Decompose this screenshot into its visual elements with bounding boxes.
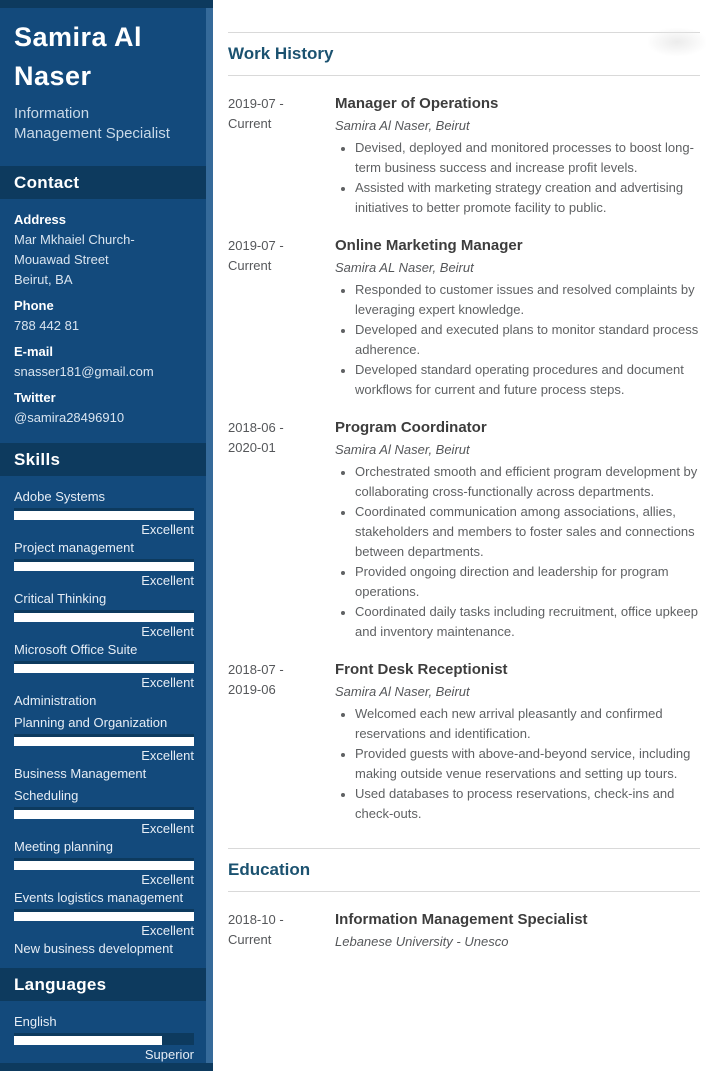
divider (228, 891, 700, 892)
job-body (335, 236, 700, 400)
job-dates (228, 660, 335, 824)
contact-value: 788 442 81 (14, 318, 80, 333)
skill-level-bar (14, 610, 194, 622)
skill-label: Meeting planning (14, 839, 114, 854)
skill-label: Microsoft Office Suite (14, 642, 138, 657)
job-body (335, 660, 700, 824)
skill-rating: Excellent (141, 821, 194, 836)
person-name (14, 18, 194, 96)
education-entry (228, 910, 700, 951)
job-company: Samira Al Naser, Beirut (335, 442, 470, 457)
skill-level-bar (14, 734, 194, 746)
skill-label: Events logistics management (14, 890, 184, 905)
job-title: Program Coordinator (335, 419, 487, 436)
job-bullet-list (335, 138, 700, 218)
skills-list (0, 476, 206, 958)
sidebar-top-band (0, 0, 213, 8)
job-company: Samira AL Naser, Beirut (335, 260, 474, 275)
skill-level-fill (14, 861, 194, 870)
skill-label: Scheduling (14, 788, 79, 803)
education-dates (228, 910, 335, 951)
work-history-heading: Work History (228, 44, 334, 63)
job-dates (228, 418, 335, 642)
contact-value: snasser181@gmail.com (14, 364, 154, 379)
job-title: Online Marketing Manager (335, 237, 523, 254)
sidebar-header (0, 0, 206, 144)
education-title: Information Management Specialist (335, 911, 588, 928)
skill-rating: Excellent (141, 573, 194, 588)
skill-label: Adobe Systems (14, 489, 106, 504)
job-bullet: • Used databases to process reservations, check-ins and check-outs. (355, 784, 700, 824)
contact-heading: Contact (14, 172, 80, 192)
skill-label: Administration (14, 693, 97, 708)
skill-level-fill (14, 562, 194, 571)
skill-level-fill (14, 810, 194, 819)
skill-level-fill (14, 664, 194, 673)
contact-item (14, 342, 194, 382)
sidebar-accent-strip (206, 0, 213, 1071)
education-date-line: Current (228, 932, 272, 947)
job-bullet: • Welcomed each new arrival pleasantly and confirmed reservations and identification. (355, 704, 700, 744)
job-date-line: 2020-01 (228, 440, 276, 455)
skill-rating: Excellent (141, 923, 194, 938)
job-bullet-list (335, 704, 700, 824)
languages-list (0, 1001, 206, 1063)
work-history-list (228, 94, 700, 824)
language-label: English (14, 1014, 57, 1029)
job-dates (228, 236, 335, 400)
contact-list (0, 199, 206, 428)
contact-item (14, 296, 194, 336)
skill-rating: Excellent (141, 624, 194, 639)
contact-value: @samira28496910 (14, 410, 125, 425)
job-dates (228, 94, 335, 218)
job-date-line: 2019-07 - (228, 238, 284, 253)
job-date-line: 2019-06 (228, 682, 276, 697)
job-entry (228, 418, 700, 642)
job-title: Manager of Operations (335, 95, 499, 112)
job-bullet: • Orchestrated smooth and efficient program development by collaborating cross-functionally across departments. (355, 462, 700, 502)
education-date-line: 2018-10 - (228, 912, 284, 927)
education-body (335, 910, 700, 951)
job-entry (228, 94, 700, 218)
language-level-bar (14, 1033, 194, 1045)
skill-item (14, 640, 194, 691)
skill-level-bar (14, 661, 194, 673)
divider (228, 75, 700, 76)
faded-watermark (648, 28, 706, 56)
divider (228, 32, 700, 33)
education-list (228, 910, 700, 951)
skills-section-header (0, 443, 206, 476)
skill-item (14, 589, 194, 640)
languages-section-header (0, 968, 206, 1001)
skill-item (14, 939, 194, 958)
skill-label: Planning and Organization (14, 715, 168, 730)
job-bullet: • Coordinated communication among associations, allies, stakeholders and members to foster sales and connections between departments. (355, 502, 700, 562)
skill-level-bar (14, 807, 194, 819)
job-entry (228, 660, 700, 824)
languages-heading: Languages (14, 974, 107, 994)
skill-item (14, 786, 194, 837)
sidebar (0, 0, 206, 1071)
skill-item (14, 487, 194, 538)
skill-rating: Excellent (141, 872, 194, 887)
job-bullet: • Coordinated daily tasks including recruitment, office upkeep and inventory maintenance. (355, 602, 700, 642)
job-entry (228, 236, 700, 400)
job-title: Front Desk Receptionist (335, 661, 508, 678)
education-school: Lebanese University - Unesco (335, 934, 509, 949)
job-bullet: • Devised, deployed and monitored processes to boost long-term business success and increase profit levels. (355, 138, 700, 178)
contact-item (14, 210, 194, 290)
skill-level-fill (14, 511, 194, 520)
education-section (228, 848, 700, 951)
contact-value: Mar Mkhaiel Church- (14, 232, 135, 247)
skill-rating: Excellent (141, 748, 194, 763)
education-heading: Education (228, 860, 311, 879)
contact-label: Twitter (14, 390, 56, 405)
skill-rating: Excellent (141, 675, 194, 690)
job-bullet: • Provided ongoing direction and leadership for program operations. (355, 562, 700, 602)
skill-level-bar (14, 508, 194, 520)
skills-heading: Skills (14, 449, 61, 469)
job-date-line: 2018-06 - (228, 420, 284, 435)
language-rating: Superior (144, 1047, 194, 1062)
skill-level-fill (14, 912, 194, 921)
skill-level-fill (14, 613, 194, 622)
skill-level-fill (14, 737, 194, 746)
skill-label: New business development (14, 941, 173, 956)
language-level-fill (14, 1036, 162, 1045)
skill-level-bar (14, 909, 194, 921)
person-title-line: Management Specialist (14, 125, 170, 142)
sidebar-bottom-band (0, 1063, 213, 1071)
job-date-line: Current (228, 258, 272, 273)
main-content (213, 0, 714, 1071)
language-item (14, 1012, 194, 1063)
contact-label: Address (14, 212, 67, 227)
skill-item (14, 713, 194, 764)
skill-label: Project management (14, 540, 134, 555)
contact-item (14, 388, 194, 428)
job-bullet-list (335, 280, 700, 400)
person-job-title (14, 104, 194, 144)
job-body (335, 94, 700, 218)
skill-rating: Excellent (141, 522, 194, 537)
skill-level-bar (14, 559, 194, 571)
person-name-line: Naser (14, 61, 92, 91)
contact-label: Phone (14, 298, 54, 313)
job-date-line: 2019-07 - (228, 96, 284, 111)
contact-label: E-mail (14, 344, 54, 359)
job-company: Samira Al Naser, Beirut (335, 118, 470, 133)
job-body (335, 418, 700, 642)
job-date-line: Current (228, 116, 272, 131)
person-title-line: Information (14, 105, 90, 122)
job-bullet: • Assisted with marketing strategy creation and advertising initiatives to better promote facility to public. (355, 178, 700, 218)
skill-item (14, 888, 194, 939)
job-bullet: • Developed and executed plans to monitor standard process adherence. (355, 320, 700, 360)
job-date-line: 2018-07 - (228, 662, 284, 677)
skill-label: Critical Thinking (14, 591, 107, 606)
job-company: Samira Al Naser, Beirut (335, 684, 470, 699)
contact-value: Mouawad Street (14, 252, 109, 267)
skill-label: Business Management (14, 766, 147, 781)
job-bullet: • Developed standard operating procedures and document workflows for current and future process steps. (355, 360, 700, 400)
person-name-line: Samira Al (14, 22, 143, 52)
skill-item (14, 764, 194, 783)
job-bullet-list (335, 462, 700, 642)
skill-item (14, 691, 194, 710)
skill-level-bar (14, 858, 194, 870)
divider (228, 848, 700, 849)
skill-item (14, 538, 194, 589)
job-bullet: • Responded to customer issues and resolved complaints by leveraging expert knowledge. (355, 280, 700, 320)
contact-value: Beirut, BA (14, 272, 73, 287)
job-bullet: • Provided guests with above-and-beyond service, including making outside venue reservations and setting up tours. (355, 744, 700, 784)
contact-section-header (0, 166, 206, 199)
skill-item (14, 837, 194, 888)
